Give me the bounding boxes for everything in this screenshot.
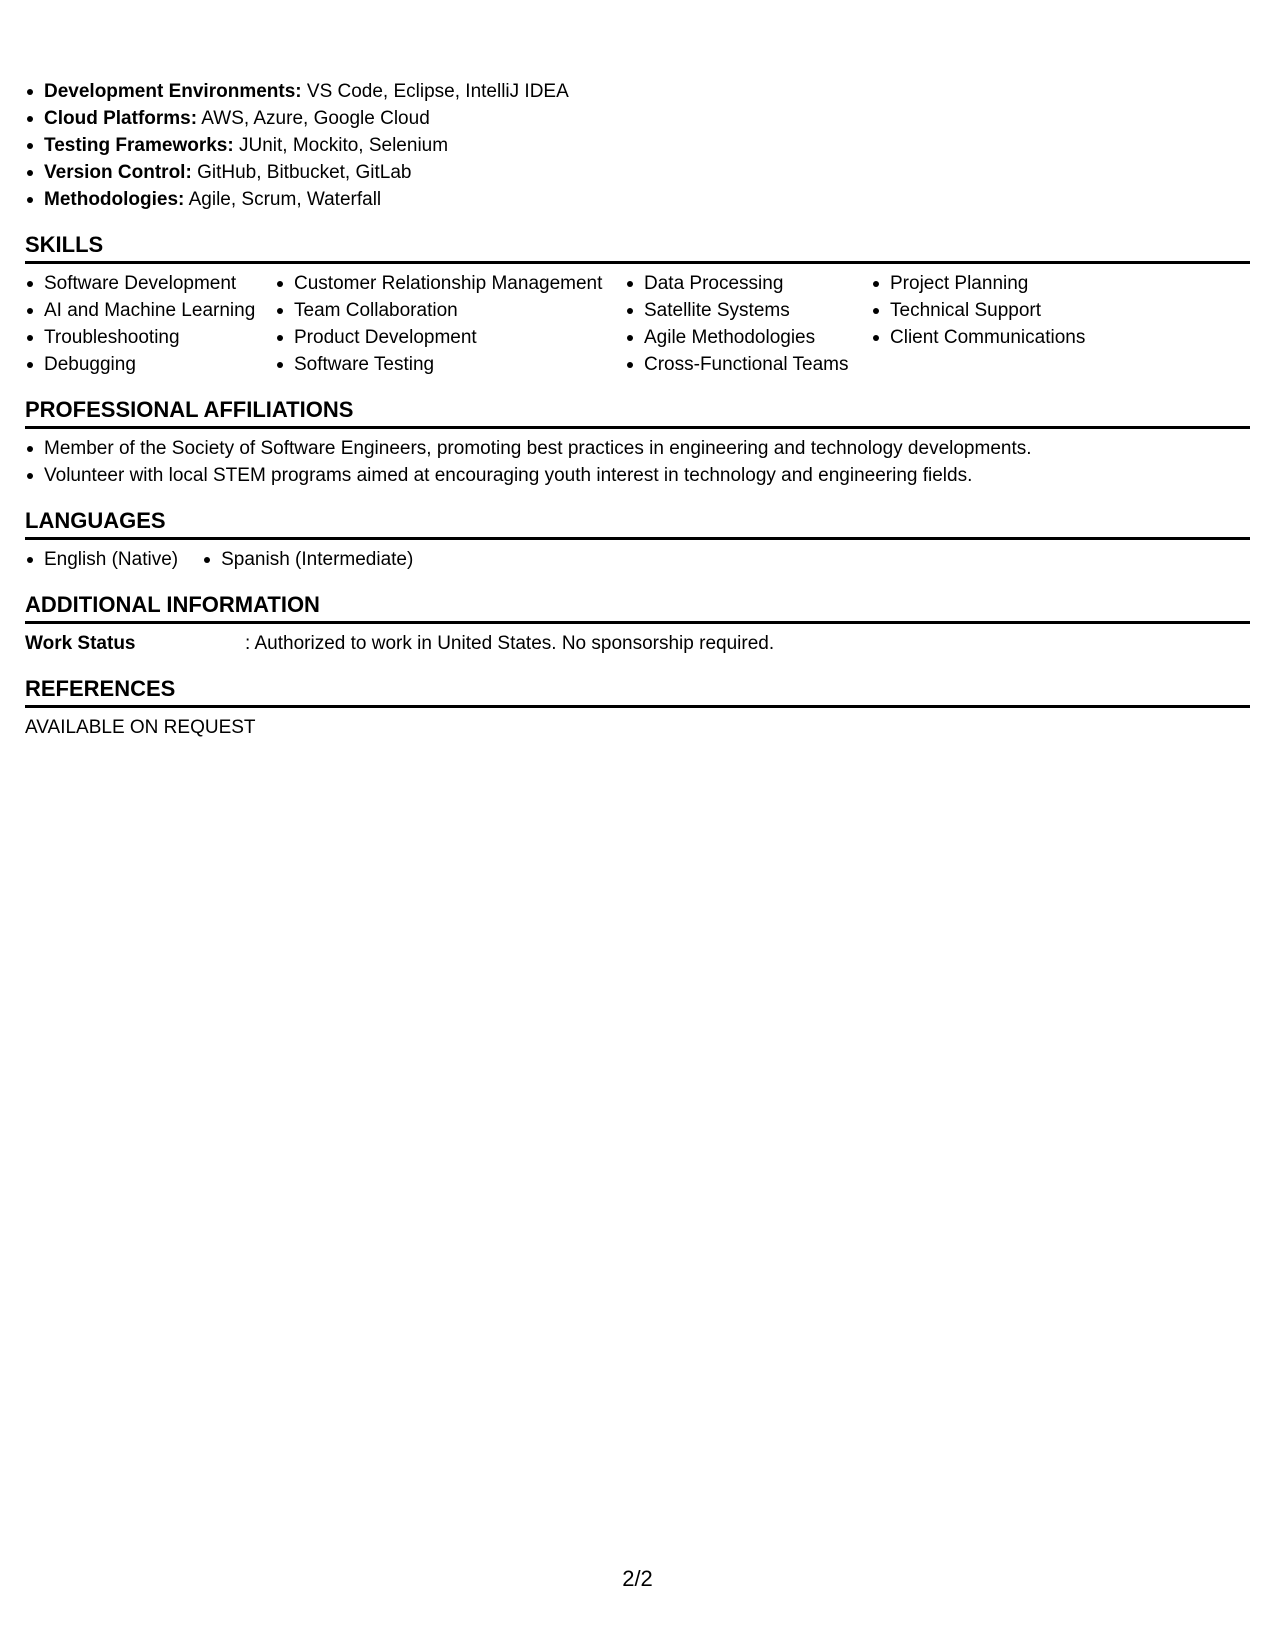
skill-item: Team Collaboration xyxy=(275,297,625,324)
skill-item: Project Planning xyxy=(871,270,1171,297)
references-text: AVAILABLE ON REQUEST xyxy=(25,717,256,738)
tool-item xyxy=(25,105,1250,132)
tool-item xyxy=(25,78,1250,105)
affiliation-item: Member of the Society of Software Engineers, promoting best practices in engineering and technology developments. xyxy=(25,435,1250,462)
tool-value: VS Code, Eclipse, IntelliJ IDEA xyxy=(306,81,569,102)
tools-list xyxy=(25,78,1250,213)
skill-item: Technical Support xyxy=(871,297,1171,324)
skill-item: Troubleshooting xyxy=(25,324,275,351)
page-number: 2/2 xyxy=(622,1566,653,1591)
skill-item: Product Development xyxy=(275,324,625,351)
tool-item xyxy=(25,132,1250,159)
skill-item: Client Communications xyxy=(871,324,1171,351)
additional-info-heading: ADDITIONAL INFORMATION xyxy=(25,591,1250,624)
tool-value: JUnit, Mockito, Selenium xyxy=(238,135,449,156)
skill-item: Customer Relationship Management xyxy=(275,270,625,297)
language-item: English (Native) xyxy=(25,546,178,573)
skills-grid xyxy=(25,270,1250,378)
affiliations-heading: PROFESSIONAL AFFILIATIONS xyxy=(25,396,1250,429)
tool-value: AWS, Azure, Google Cloud xyxy=(201,108,430,129)
skill-item: Satellite Systems xyxy=(625,297,871,324)
resume-page xyxy=(25,78,1250,741)
skills-column xyxy=(25,270,275,378)
skill-item: AI and Machine Learning xyxy=(25,297,275,324)
work-status-row xyxy=(25,630,1250,657)
skills-column xyxy=(275,270,625,378)
skill-item: Agile Methodologies xyxy=(625,324,871,351)
work-status-value: : Authorized to work in United States. No sponsorship required. xyxy=(245,633,775,654)
tool-label: Cloud Platforms: xyxy=(44,108,198,129)
skills-column xyxy=(625,270,871,378)
skill-item: Cross-Functional Teams xyxy=(625,351,871,378)
tool-item xyxy=(25,186,1250,213)
tool-label: Version Control: xyxy=(44,162,192,183)
skills-column xyxy=(871,270,1171,378)
language-item: Spanish (Intermediate) xyxy=(202,546,413,573)
languages-heading: LANGUAGES xyxy=(25,507,1250,540)
skills-heading: SKILLS xyxy=(25,231,1250,264)
affiliations-list xyxy=(25,435,1250,489)
references-heading: REFERENCES xyxy=(25,675,1250,708)
skill-item: Debugging xyxy=(25,351,275,378)
work-status-label: Work Status xyxy=(25,633,136,654)
skill-item: Software Development xyxy=(25,270,275,297)
tool-label: Testing Frameworks: xyxy=(44,135,234,156)
tool-value: Agile, Scrum, Waterfall xyxy=(188,189,382,210)
tool-item xyxy=(25,159,1250,186)
tool-value: GitHub, Bitbucket, GitLab xyxy=(197,162,412,183)
affiliation-item: Volunteer with local STEM programs aimed at encouraging youth interest in technology and engineering fields. xyxy=(25,462,1250,489)
skill-item: Data Processing xyxy=(625,270,871,297)
tool-label: Methodologies: xyxy=(44,189,185,210)
skill-item: Software Testing xyxy=(275,351,625,378)
languages-list xyxy=(25,546,1250,573)
tool-label: Development Environments: xyxy=(44,81,302,102)
